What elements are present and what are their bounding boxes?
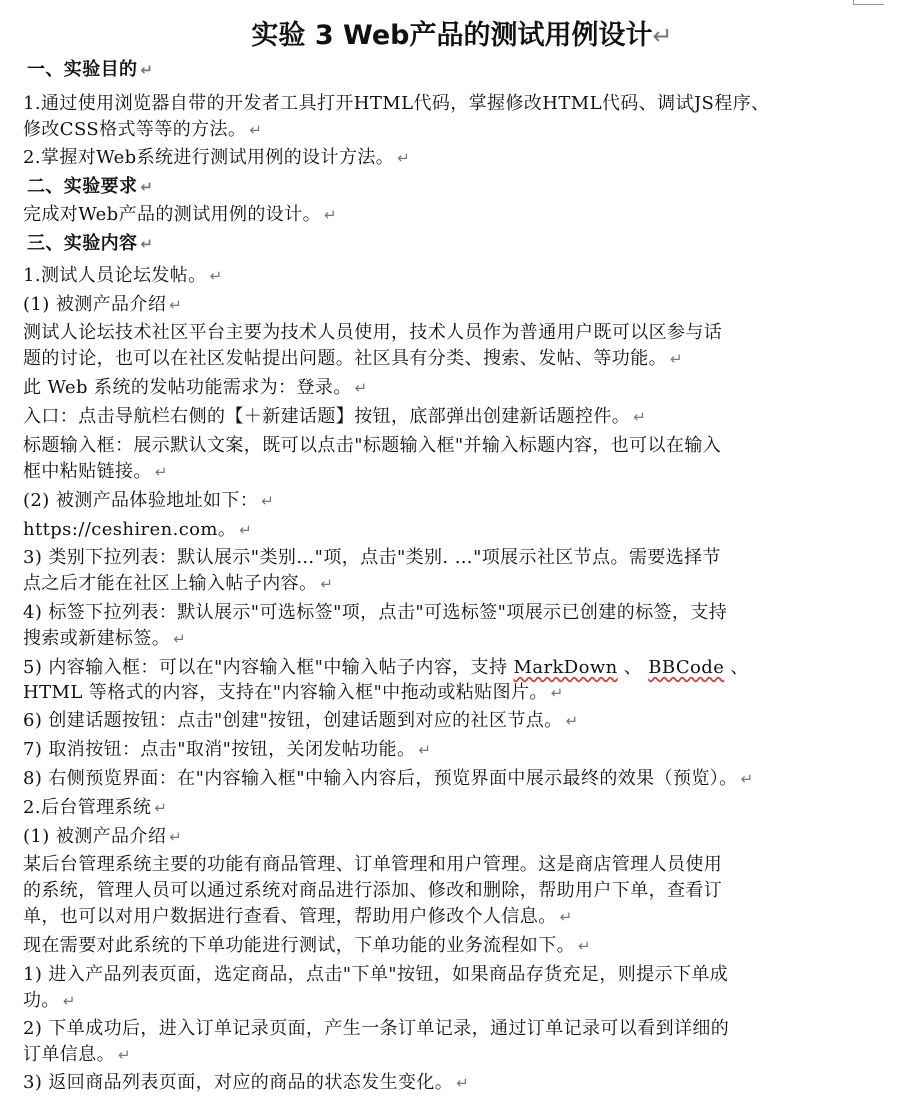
paragraph: (1) 被测产品介绍 ↵ <box>23 826 183 847</box>
paragraph: 某后台管理系统主要的功能有商品管理、订单管理和用户管理。这是商店管理人员使用 <box>23 854 723 875</box>
paragraph: 现在需要对此系统的下单功能进行测试，下单功能的业务流程如下。 ↵ <box>23 935 591 956</box>
paragraph: 7) 取消按钮：点击"取消"按钮，关闭发帖功能。 ↵ <box>23 739 432 760</box>
paragraph: 1.通过使用浏览器自带的开发者工具打开HTML代码，掌握修改HTML代码、调试JS程序、 <box>23 93 770 114</box>
paragraph: 4) 标签下拉列表：默认展示"可选标签"项，点击"可选标签"项展示已创建的标签，支持 <box>23 602 728 623</box>
paragraph: 2.掌握对Web系统进行测试用例的设计方法。 ↵ <box>23 147 411 168</box>
paragraph: 单，也可以对用户数据进行查看、管理，帮助用户修改个人信息。 ↵ <box>23 906 573 927</box>
paragraph: 6) 创建话题按钮：点击"创建"按钮，创建话题到对应的社区节点。 ↵ <box>23 710 579 731</box>
section-heading-purpose: 一、实验目的 ↵ <box>27 59 154 80</box>
paragraph: (2) 被测产品体验地址如下： ↵ <box>23 490 275 511</box>
paragraph: 功。 ↵ <box>23 990 76 1011</box>
paragraph: HTML 等格式的内容，支持在"内容输入框"中拖动或粘贴图片。 ↵ <box>23 682 564 703</box>
url-line: https://ceshiren.com。 ↵ <box>23 519 253 540</box>
spellcheck-word: MarkDown <box>513 657 618 678</box>
page-corner-mark <box>853 0 884 5</box>
paragraph: 框中粘贴链接。 ↵ <box>23 461 168 482</box>
paragraph: 订单信息。 ↵ <box>23 1044 131 1065</box>
paragraph: 修改CSS格式等等的方法。 ↵ <box>23 119 263 140</box>
paragraph: 标题输入框：展示默认文案，既可以点击"标题输入框"并输入标题内容，也可以在输入 <box>23 435 722 456</box>
paragraph: 此 Web 系统的发帖功能需求为：登录。 ↵ <box>23 377 368 398</box>
paragraph: 5) 内容输入框：可以在"内容输入框"中输入帖子内容，支持 MarkDown 、 BBCode 、 <box>23 657 749 678</box>
section-heading-content: 三、实验内容 ↵ <box>27 233 154 254</box>
paragraph: 入口：点击导航栏右侧的【＋新建话题】按钮，底部弹出创建新话题控件。 ↵ <box>23 406 647 427</box>
paragraph: 3) 类别下拉列表：默认展示"类别…"项，点击"类别. …"项展示社区节点。需要选择节 <box>23 547 721 568</box>
paragraph: 题的讨论，也可以在社区发帖提出问题。社区具有分类、搜索、发帖、等功能。 ↵ <box>23 348 683 369</box>
document-title: 实验 3 Web产品的测试用例设计↵ <box>251 20 673 51</box>
paragraph: 1) 进入产品列表页面，选定商品，点击"下单"按钮，如果商品存货充足，则提示下单成 <box>23 964 729 985</box>
paragraph: 测试人论坛技术社区平台主要为技术人员使用，技术人员作为普通用户既可以区参与话 <box>23 322 723 343</box>
paragraph: (1) 被测产品介绍 ↵ <box>23 294 183 315</box>
paragraph: 3) 返回商品列表页面，对应的商品的状态发生变化。 ↵ <box>23 1072 470 1093</box>
paragraph: 完成对Web产品的测试用例的设计。 ↵ <box>23 204 337 225</box>
paragraph: 的系统，管理人员可以通过系统对商品进行添加、修改和删除，帮助用户下单，查看订 <box>23 880 723 901</box>
paragraph: 搜索或新建标签。 ↵ <box>23 628 187 649</box>
paragraph: 8) 右侧预览界面：在"内容输入框"中输入内容后，预览界面中展示最终的效果（预览）。 ↵ <box>23 768 754 789</box>
paragraph: 点之后才能在社区上输入帖子内容。 ↵ <box>23 573 334 594</box>
paragraph-mark: ↵ <box>652 22 673 50</box>
paragraph: 2.后台管理系统 ↵ <box>23 797 168 818</box>
spellcheck-word: BBCode <box>648 657 725 678</box>
paragraph: 1.测试人员论坛发帖。 ↵ <box>23 265 223 286</box>
paragraph: 2) 下单成功后，进入订单记录页面，产生一条订单记录，通过订单记录可以看到详细的 <box>23 1018 730 1039</box>
section-heading-requirements: 二、实验要求 ↵ <box>27 176 154 197</box>
